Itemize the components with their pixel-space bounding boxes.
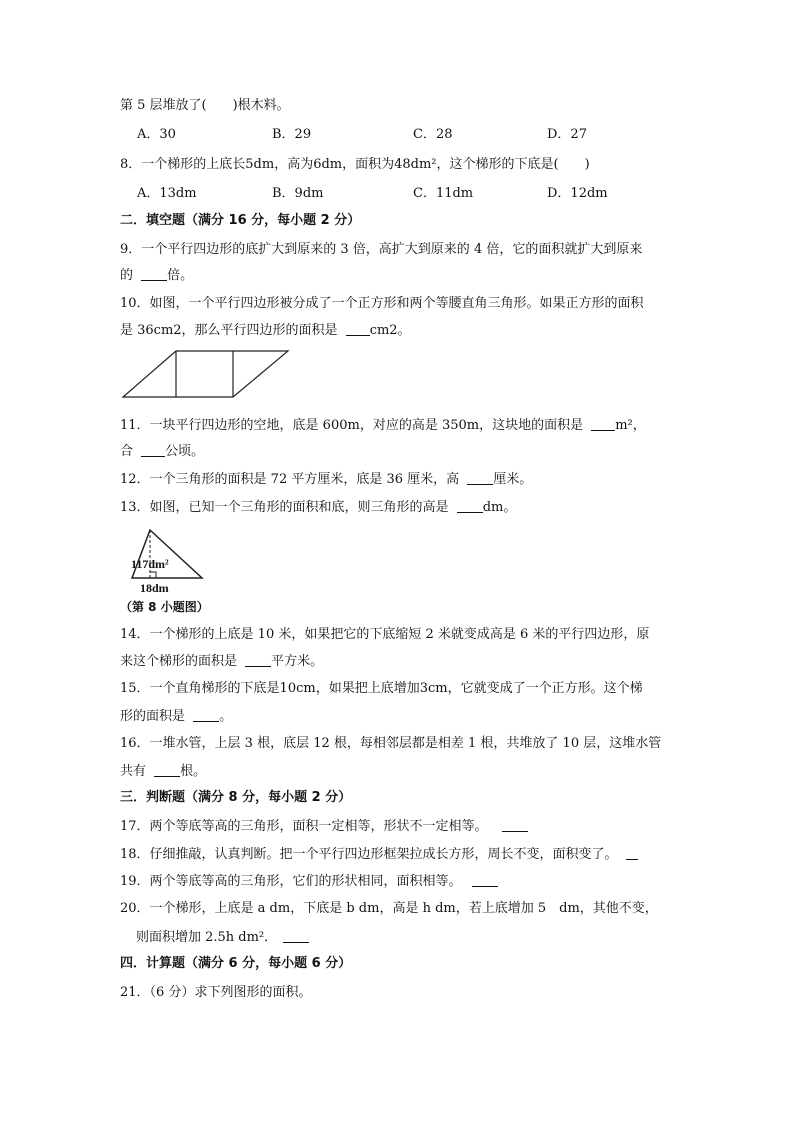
question-20-line1: 20．一个梯形，上底是 a dm，下底是 b dm，高是 h dm，若上底增加 5 dm，其他不变，: [120, 901, 658, 916]
question-16-line1: 16．一堆水管，上层 3 根，底层 12 根，每相邻层都是相差 1 根，共堆放了 10 层，这堆水管: [120, 736, 662, 751]
answer-blank[interactable]: [245, 652, 271, 667]
question-14-line2: 来这个梯形的面积是 平方米。: [120, 654, 324, 669]
question-7-text: 第 5 层堆放了( )根木料。: [120, 98, 290, 113]
option-c[interactable]: C．28: [413, 127, 453, 142]
question-15-line1: 15．一个直角梯形的下底是10cm，如果把上底增加3cm，它就变成了一个正方形。这个梯: [120, 681, 643, 696]
question-15-line2: 形的面积是 。: [120, 709, 233, 724]
option-c[interactable]: C．11dm: [413, 186, 474, 201]
section-heading-calculation: 四．计算题（满分 6 分，每小题 6 分）: [120, 956, 352, 971]
option-a[interactable]: A．30: [137, 127, 176, 142]
section-heading-fill-in: 二．填空题（满分 16 分，每小题 2 分）: [120, 213, 361, 228]
option-d[interactable]: D．12dm: [547, 186, 608, 201]
answer-blank[interactable]: [141, 266, 167, 281]
question-11-line2: 合 公顷。: [120, 444, 205, 459]
question-21-text: 21．（6 分）求下列图形的面积。: [120, 985, 312, 1000]
triangle-figure: [128, 526, 208, 596]
question-20-line2: 则面积增加 2.5h dm²．: [136, 928, 309, 947]
answer-blank[interactable]: [283, 928, 309, 943]
answer-blank[interactable]: [457, 498, 483, 513]
question-9-line2: 的 倍。: [120, 268, 194, 283]
option-d[interactable]: D．27: [547, 127, 587, 142]
answer-blank[interactable]: [141, 442, 165, 457]
question-8-text: 8．一个梯形的上底长5dm，高为6dm，面积为48dm²，这个梯形的下底是( ): [120, 157, 590, 172]
question-16-line2: 共有 根。: [120, 764, 207, 779]
question-10-line2: 是 36cm2，那么平行四边形的面积是 cm2。: [120, 323, 411, 338]
option-b[interactable]: B．29: [272, 127, 312, 142]
question-13-text: 13．如图，已知一个三角形的面积和底，则三角形的高是 dm。: [120, 500, 517, 515]
answer-blank[interactable]: [346, 321, 370, 336]
question-18-text: 18．仔细推敲，认真判断。把一个平行四边形框架拉成长方形，周长不变，面积变了。: [120, 845, 638, 864]
answer-blank[interactable]: [591, 416, 615, 431]
figure-caption: （第 8 小题图）: [120, 600, 209, 614]
option-a[interactable]: A．13dm: [137, 186, 197, 201]
answer-blank[interactable]: [626, 845, 638, 860]
triangle-area-label: 117dm²: [131, 557, 169, 571]
parallelogram-figure: [120, 348, 292, 400]
question-10-line1: 10．如图，一个平行四边形被分成了一个正方形和两个等腰直角三角形。如果正方形的面积: [120, 296, 644, 311]
answer-blank[interactable]: [502, 817, 528, 832]
question-19-text: 19．两个等底等高的三角形，它们的形状相同，面积相等。: [120, 872, 498, 891]
question-12-text: 12．一个三角形的面积是 72 平方厘米，底是 36 厘米，高 厘米。: [120, 472, 533, 487]
section-heading-true-false: 三．判断题（满分 8 分，每小题 2 分）: [120, 790, 352, 805]
option-b[interactable]: B．9dm: [272, 186, 324, 201]
question-11-line1: 11．一块平行四边形的空地，底是 600m，对应的高是 350m，这块地的面积是 m²，: [120, 418, 646, 433]
question-17-text: 17．两个等底等高的三角形，面积一定相等，形状不一定相等。: [120, 817, 528, 836]
answer-blank[interactable]: [154, 762, 180, 777]
triangle-base-label: 18dm: [140, 581, 169, 595]
question-9-line1: 9．一个平行四边形的底扩大到原来的 3 倍，高扩大到原来的 4 倍，它的面积就扩大到原来: [120, 242, 643, 257]
answer-blank[interactable]: [193, 707, 219, 722]
question-14-line1: 14．一个梯形的上底是 10 米，如果把它的下底缩短 2 米就变成高是 6 米的平行四边形，原: [120, 627, 650, 642]
answer-blank[interactable]: [467, 470, 493, 485]
answer-blank[interactable]: [472, 872, 498, 887]
